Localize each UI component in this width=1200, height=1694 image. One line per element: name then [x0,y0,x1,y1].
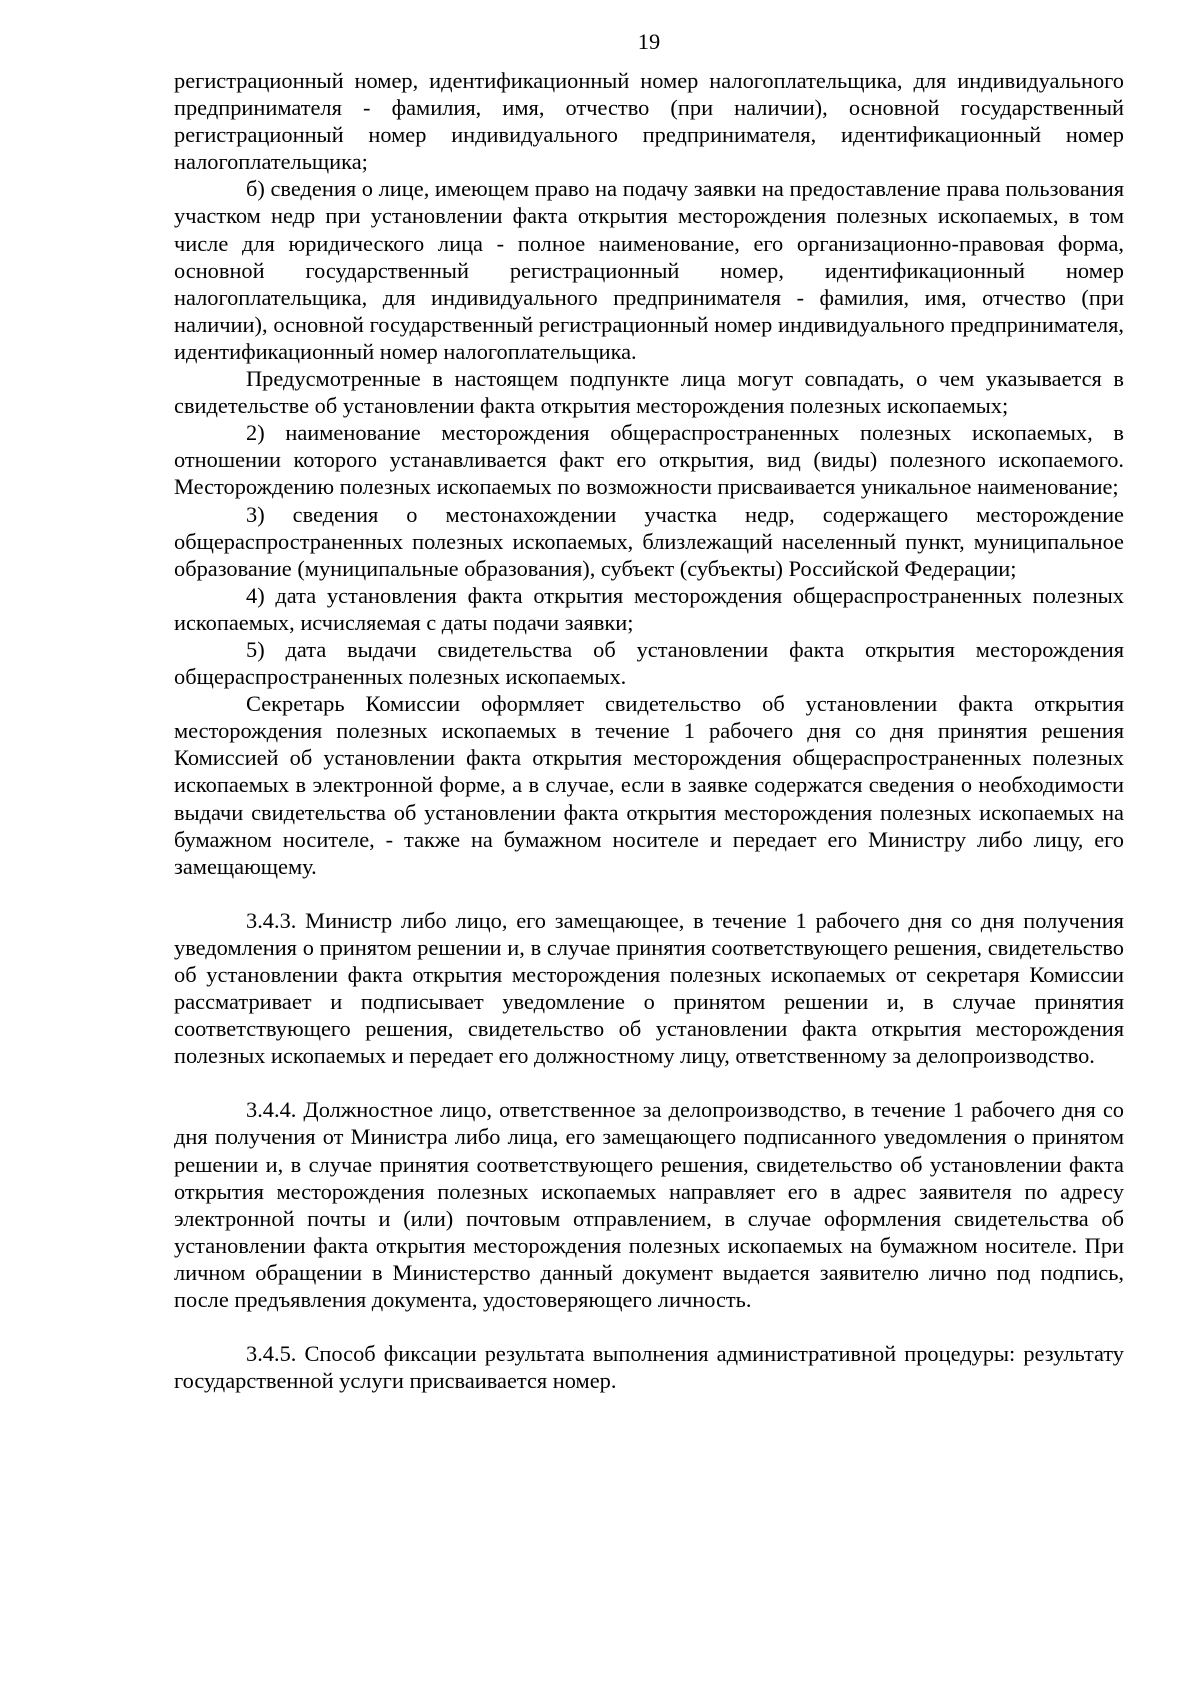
paragraph-section-3-4-5: 3.4.5. Способ фиксации результата выполнения административной процедуры: результату государственной услуги присваивается номер. [174,1341,1124,1394]
paragraph-applicant-info: б) сведения о лице, имеющем право на подачу заявки на предоставление права пользования участком недр при установлении факта открытия месторождения полезных ископаемых, в том числе для юридического лица - полное наименование, его организационно-правовая форма, основной государственный регистрационный номер, идентификационный номер налогоплательщика, для индивидуального предпринимателя - фамилия, имя, отчество (при наличии), основной государственный регистрационный номер индивидуального предпринимателя, идентификационный номер налогоплательщика. [174,176,1124,364]
paragraph-item-4-discovery-date: 4) дата установления факта открытия месторождения общераспространенных полезных ископаемых, исчисляемая с даты подачи заявки; [174,582,1124,635]
paragraph-registration-continuation: регистрационный номер, идентификационный номер налогоплательщика, для индивидуального предпринимателя - фамилия, имя, отчество (при наличии), основной государственный регистрационный номер индивидуального предпринимателя, идентификационный номер налогоплательщика; [174,68,1124,175]
paragraph-section-3-4-4: 3.4.4. Должностное лицо, ответственное за делопроизводство, в течение 1 рабочего дня со дня получения от Министра либо лица, его замещающего подписанного уведомления о принятом решении и, в случае принятия соответствующего решения, свидетельство об установлении факта открытия месторождения полезных ископаемых направляет его в адрес заявителя по адресу электронной почты и (или) почтовым отправлением, в случае оформления свидетельства об установлении факта открытия месторождения полезных ископаемых на бумажном носителе. При личном обращении в Министерство данный документ выдается заявителю лично под подпись, после предъявления документа, удостоверяющего личность. [174,1097,1124,1313]
paragraph-secretary-issues-certificate: Секретарь Комиссии оформляет свидетельство об установлении факта открытия месторождения полезных ископаемых в течение 1 рабочего дня со дня принятия решения Комиссией об установлении факта открытия месторождения общераспространенных полезных ископаемых в электронной форме, а в случае, если в заявке содержатся сведения о необходимости выдачи свидетельства об установлении факта открытия месторождения полезных ископаемых на бумажном носителе, - также на бумажном носителе и передает его Министру либо лицу, его замещающему. [174,691,1124,879]
paragraph-section-3-4-3: 3.4.3. Министр либо лицо, его замещающее, в течение 1 рабочего дня со дня получения уведомления о принятом решении и, в случае принятия соответствующего решения, свидетельство об установлении факта открытия месторождения полезных ископаемых от секретаря Комиссии рассматривает и подписывает уведомление о принятом решении и, в случае принятия соответствующего решения, свидетельство об установлении факта открытия месторождения полезных ископаемых и передает его должностному лицу, ответственному за делопроизводство. [174,907,1124,1069]
page-number: 19 [637,29,661,54]
paragraph-item-5-issue-date: 5) дата выдачи свидетельства об установлении факта открытия месторождения общераспространенных полезных ископаемых. [174,636,1124,690]
paragraph-item-3-location: 3) сведения о местонахождении участка недр, содержащего месторождение общераспространенных полезных ископаемых, близлежащий населенный пункт, муниципальное образование (муниципальные образования), субъект (субъекты) Российской Федерации; [174,501,1124,581]
paragraph-persons-may-coincide: Предусмотренные в настоящем подпункте лица могут совпадать, о чем указывается в свидетельстве об установлении факта открытия месторождения полезных ископаемых; [174,366,1124,419]
paragraph-item-2-deposit-name: 2) наименование месторождения общераспространенных полезных ископаемых, в отношении которого устанавливается факт его открытия, вид (виды) полезного ископаемого. Месторождению полезных ископаемых по возможности присваивается уникальное наименование; [174,420,1124,500]
